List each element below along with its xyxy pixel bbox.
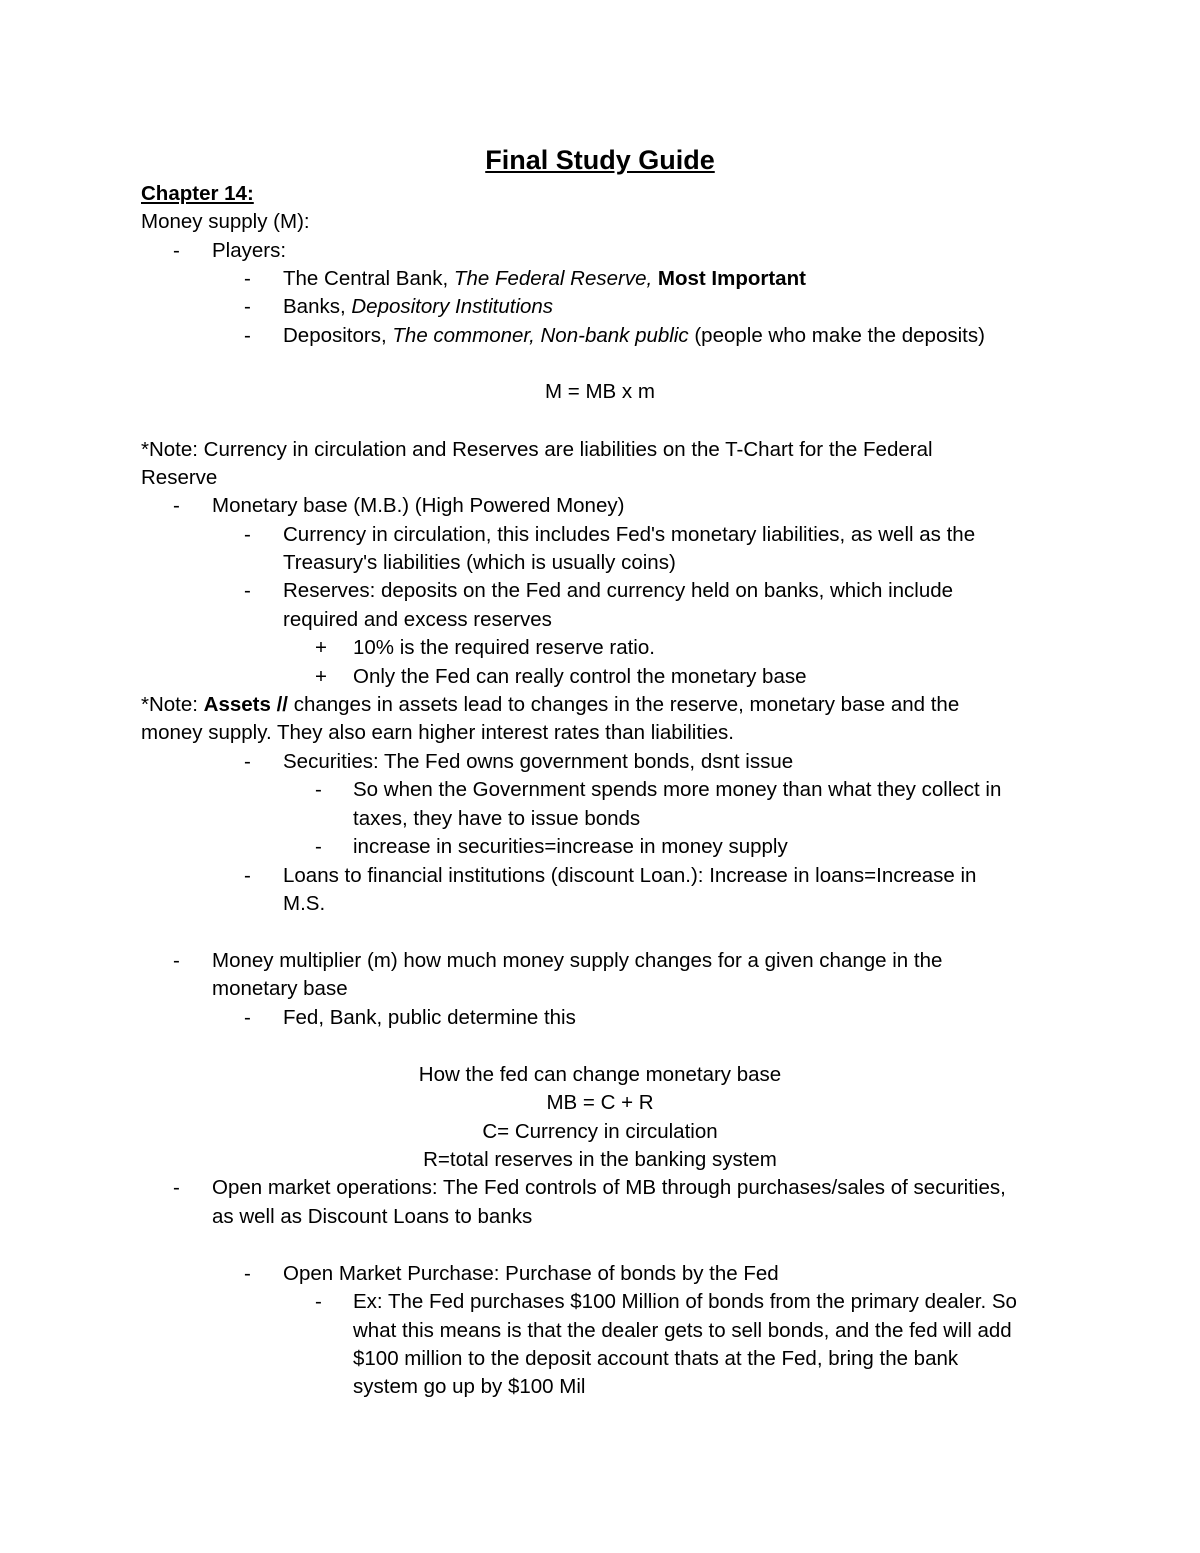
bullet-dash: - [315, 778, 322, 801]
monetary-base-label: Monetary base (M.B.) (High Powered Money) [212, 494, 625, 517]
note-assets-line2: money supply. They also earn higher interest rates than liabilities. [141, 721, 734, 744]
omp-example-line2: what this means is that the dealer gets to sell bonds, and the fed will add [353, 1319, 1012, 1342]
bullet-dash: - [315, 835, 322, 858]
omp-example-line3: $100 million to the deposit account thats at the Fed, bring the bank [353, 1347, 959, 1370]
bullet-plus: + [315, 636, 327, 659]
currency-line2: Treasury's liabilities (which is usually coins) [283, 551, 676, 574]
note-liabilities-line1: *Note: Currency in circulation and Reserves are liabilities on the T-Chart for the Federal [141, 438, 933, 461]
bullet-dash: - [244, 1262, 251, 1285]
omp-example-line1: Ex: The Fed purchases $100 Million of bonds from the primary dealer. So [353, 1290, 1017, 1313]
page-title: Final Study Guide [485, 145, 715, 175]
reserves-line2: required and excess reserves [283, 608, 552, 631]
player-depositors: Depositors, The commoner, Non-bank public (people who make the deposits) [283, 324, 985, 347]
reserves-line1: Reserves: deposits on the Fed and currency held on banks, which include [283, 579, 954, 602]
multiplier-line2: monetary base [212, 977, 348, 1000]
bullet-dash: - [244, 750, 251, 773]
multiplier-sub: Fed, Bank, public determine this [283, 1006, 576, 1029]
bullet-dash: - [315, 1290, 322, 1313]
omo-line2: as well as Discount Loans to banks [212, 1205, 533, 1228]
securities-sub2: increase in securities=increase in money supply [353, 835, 788, 858]
center-line3: C= Currency in circulation [482, 1120, 718, 1143]
center-equation-mb: MB = C + R [546, 1091, 654, 1114]
note-assets-line1: *Note: Assets // changes in assets lead to changes in the reserve, monetary base and the [141, 693, 960, 716]
bullet-dash: - [173, 494, 180, 517]
multiplier-line1: Money multiplier (m) how much money supply changes for a given change in the [212, 949, 943, 972]
required-reserve-ratio: 10% is the required reserve ratio. [353, 636, 655, 659]
bullet-dash: - [244, 267, 251, 290]
bullet-dash: - [244, 1006, 251, 1029]
bullet-plus: + [315, 665, 327, 688]
currency-line1: Currency in circulation, this includes Fed's monetary liabilities, as well as the [283, 523, 976, 546]
fed-controls-base: Only the Fed can really control the monetary base [353, 665, 807, 688]
bullet-dash: - [244, 864, 251, 887]
player-banks: Banks, Depository Institutions [283, 295, 554, 318]
loans-line2: M.S. [283, 892, 326, 915]
bullet-dash: - [244, 295, 251, 318]
bullet-dash: - [244, 324, 251, 347]
omp-example-line4: system go up by $100 Mil [353, 1375, 586, 1398]
securities-label: Securities: The Fed owns government bonds, dsnt issue [283, 750, 794, 773]
securities-sub1-line2: taxes, they have to issue bonds [353, 807, 641, 830]
securities-sub1-line1: So when the Government spends more money than what they collect in [353, 778, 1002, 801]
omo-line1: Open market operations: The Fed controls of MB through purchases/sales of securities, [212, 1176, 1006, 1199]
bullet-dash: - [173, 949, 180, 972]
center-line1: How the fed can change monetary base [418, 1063, 782, 1086]
bullet-dash: - [173, 239, 180, 262]
note-liabilities-line2: Reserve [141, 466, 218, 489]
chapter-heading: Chapter 14: [141, 182, 254, 205]
loans-line1: Loans to financial institutions (discount Loan.): Increase in loans=Increase in [283, 864, 977, 887]
omp-label: Open Market Purchase: Purchase of bonds by the Fed [283, 1262, 779, 1285]
bullet-dash: - [173, 1176, 180, 1199]
money-supply-heading: Money supply (M): [141, 210, 310, 233]
players-label: Players: [212, 239, 287, 262]
bullet-dash: - [244, 579, 251, 602]
equation-money-supply: M = MB x m [545, 380, 655, 403]
center-line4: R=total reserves in the banking system [423, 1148, 777, 1171]
bullet-dash: - [244, 523, 251, 546]
player-central-bank: The Central Bank, The Federal Reserve, Most Important [283, 267, 806, 290]
